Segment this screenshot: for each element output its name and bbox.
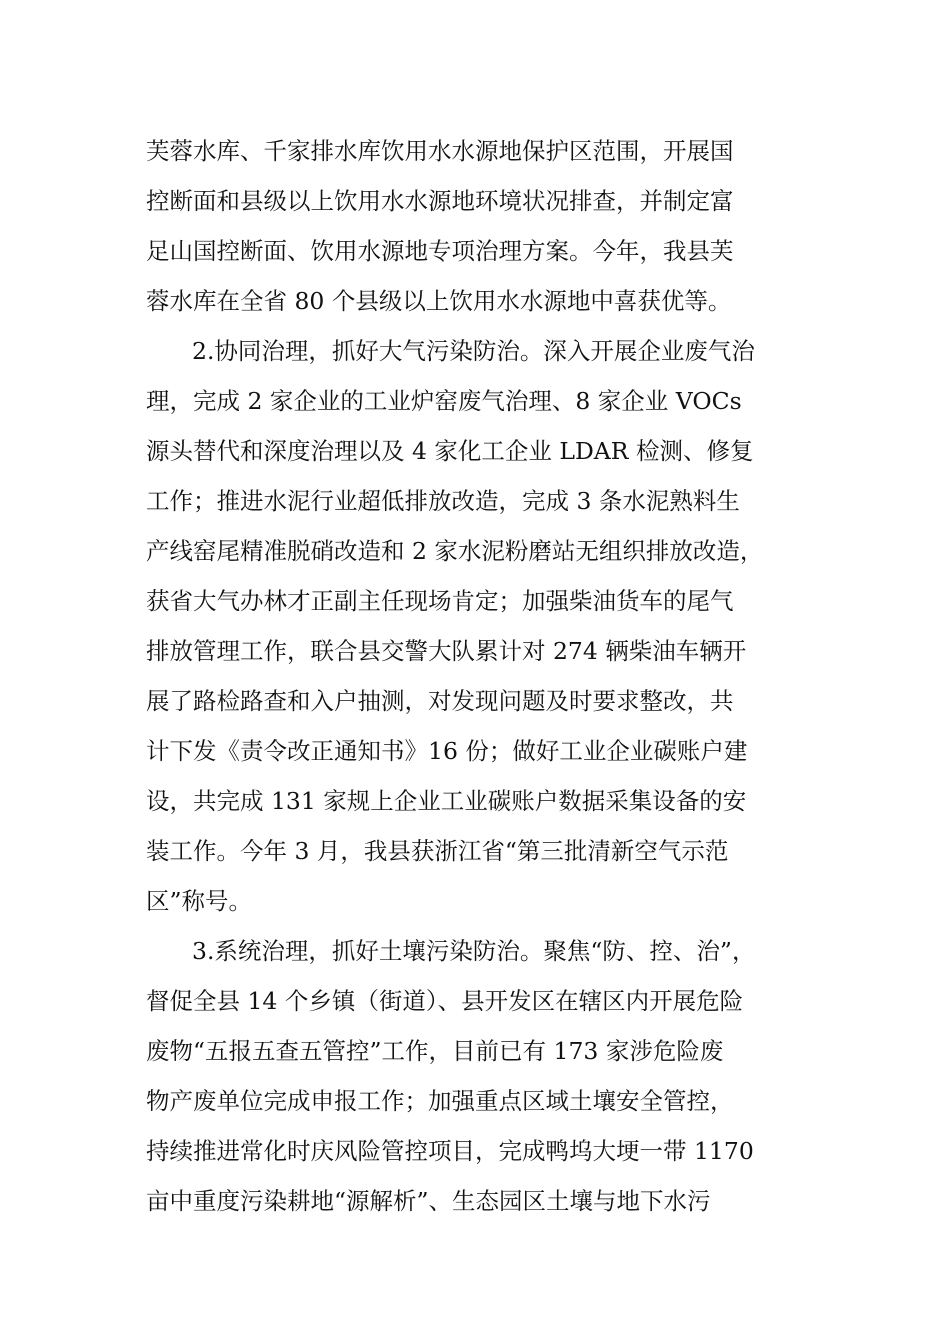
text-line <box>0 131 950 171</box>
text-line <box>0 831 950 871</box>
text-line-content: 持续推进常化时庆风险管控项目，完成鸭坞大埂一带 1170 <box>146 1137 754 1165</box>
text-line <box>0 231 950 271</box>
text-line-content: 计下发《责令改正通知书》16 份；做好工业企业碳账户建 <box>146 737 748 765</box>
text-line <box>0 1131 950 1171</box>
text-line <box>0 731 950 771</box>
text-line-content: 展了路检路查和入户抽测，对发现问题及时要求整改，共 <box>146 687 734 715</box>
text-line <box>0 431 950 471</box>
text-line-content: 物产废单位完成申报工作；加强重点区域土壤安全管控， <box>146 1087 734 1115</box>
text-line-content: 源头替代和深度治理以及 4 家化工企业 LDAR 检测、修复 <box>146 437 754 465</box>
text-line-content: 2.协同治理，抓好大气污染防治。深入开展企业废气治 <box>192 337 755 365</box>
text-line <box>0 1181 950 1221</box>
text-line <box>0 181 950 221</box>
text-line-content: 督促全县 14 个乡镇（街道）、县开发区在辖区内开展危险 <box>146 987 744 1015</box>
text-line-content: 排放管理工作，联合县交警大队累计对 274 辆柴油车辆开 <box>146 637 747 665</box>
text-line-content: 蓉水库在全省 80 个县级以上饮用水水源地中喜获优等。 <box>146 287 732 315</box>
text-line-content: 芙蓉水库、千家排水库饮用水水源地保护区范围，开展国 <box>146 137 734 165</box>
text-line-content: 控断面和县级以上饮用水水源地环境状况排查，并制定富 <box>146 187 734 215</box>
text-line-content: 设，共完成 131 家规上企业工业碳账户数据采集设备的安 <box>146 787 747 815</box>
text-line-content: 3.系统治理，抓好土壤污染防治。聚焦“防、控、治”， <box>192 937 756 965</box>
text-line <box>0 1081 950 1121</box>
text-line-content: 产线窑尾精准脱硝改造和 2 家水泥粉磨站无组织排放改造， <box>146 537 764 565</box>
text-line <box>0 1031 950 1071</box>
paragraph-first-line <box>0 931 950 971</box>
text-line <box>0 281 950 321</box>
text-line <box>0 681 950 721</box>
text-line <box>0 781 950 821</box>
text-line <box>0 981 950 1021</box>
paragraph-first-line <box>0 331 950 371</box>
text-line <box>0 481 950 521</box>
text-line-content: 工作；推进水泥行业超低排放改造，完成 3 条水泥熟料生 <box>146 487 740 515</box>
text-line-content: 理，完成 2 家企业的工业炉窑废气治理、8 家企业 VOCs <box>146 387 742 415</box>
text-line-content: 装工作。今年 3 月，我县获浙江省“第三批清新空气示范 <box>146 837 729 865</box>
text-line <box>0 381 950 421</box>
text-line <box>0 881 950 921</box>
text-line-content: 获省大气办林才正副主任现场肯定；加强柴油货车的尾气 <box>146 587 734 615</box>
text-line <box>0 631 950 671</box>
text-line-content: 亩中重度污染耕地“源解析”、生态园区土壤与地下水污 <box>146 1187 711 1215</box>
text-line-content: 足山国控断面、饮用水源地专项治理方案。今年，我县芙 <box>146 237 734 265</box>
text-line <box>0 531 950 571</box>
text-line-content: 区”称号。 <box>146 887 253 915</box>
text-line <box>0 581 950 621</box>
text-line-content: 废物“五报五查五管控”工作，目前已有 173 家涉危险废 <box>146 1037 724 1065</box>
